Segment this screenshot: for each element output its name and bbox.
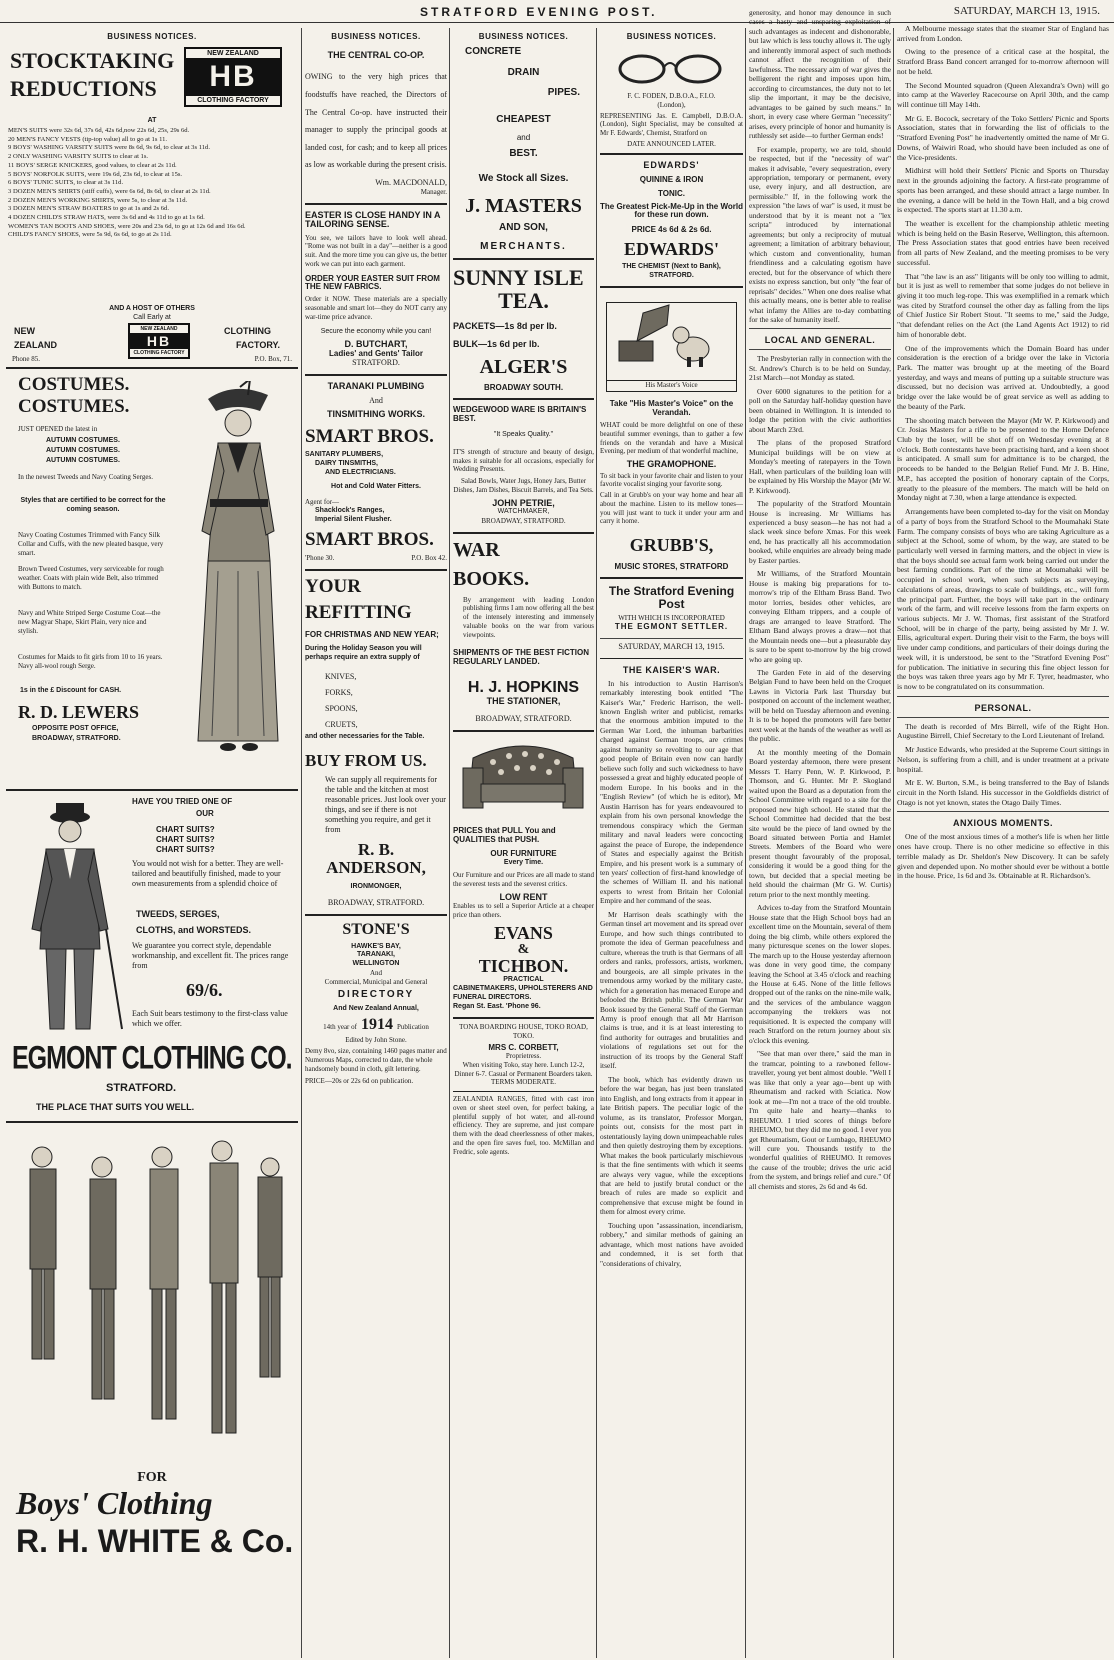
ad-headline: TONA BOARDING HOUSE, TOKO ROAD, TOKO.	[459, 1023, 588, 1041]
article-paragraph: Midhirst will hold their Settlers' Picnic and Sports on Thursday next in the grounds adjoining the factory. A first-rate programme of sports has been arranged, and these should attract a large number. In the evening, a dance will be held in the Town Hall, and a big crowd is expected. The sports start at 11.30 a.m.	[897, 166, 1109, 215]
masthead	[0, 0, 1114, 23]
list-item: CHILD'S FANCY SHOES, were 5s 9d, 6s 6d, to go at 2s 11d.	[8, 231, 172, 239]
ad-headline: TINSMITHING WORKS.	[327, 408, 425, 419]
masters-ad	[453, 47, 594, 260]
stocktaking-ad	[6, 47, 298, 369]
ad-headline: WAR	[453, 538, 500, 561]
newspaper-masthead	[600, 579, 743, 658]
article-paragraph: The Garden Fete in aid of the deserving Belgian Fund to have been held on the Croquet Lawns in Victoria Park last Thursday but postponed on account of the inclement weather, will be held on Tuesday afternoon and evening. It is to be hoped the promoters will fare better next week at the hands of the weather as well as the public.	[749, 668, 891, 744]
column-6	[897, 24, 1109, 1658]
list-item: CRUETS,	[325, 719, 358, 729]
article-paragraph: Advices to-day from the Stratford Mountain House state that the High School boys had an excellent time on the Mountain, several of them doing the big climb, while others explored the many picturesque scenes on the lower slopes. The march up to the House yesterday afternoon was done in very good time, the company leaving the School at 3.45 o'clock and reaching the House at 6.45. None of the little fellows dropped out of the ranks on the nine-mile walk, and the services of the ambulance waggon accompanying the trekkers was not requisitioned. It is expected the company will reach Stratford on the return journey about six o'clock this evening.	[749, 903, 891, 1045]
ad-text: Each Suit bears testimony to the first-class value which we offer.	[132, 1009, 288, 1028]
ad-text: SANITARY PLUMBERS,	[305, 451, 384, 459]
article-body	[749, 354, 891, 1191]
ad-text: You see, we tailors have to look well ahead. "Rome was not built in a day"—neither is a good suit. And the more time you can give us, the better work we can put into each garment.	[305, 233, 447, 268]
column-2	[305, 28, 447, 1658]
ad-headline: WEDGEWOOD WARE IS BRITAIN'S BEST.	[453, 405, 587, 423]
article-paragraph: Mr Harrison deals scathingly with the German tinsel art movement and its spread over Europe, and how such things contributed to promote the idea of German peacefulness and culture, whereas the truth is that Germans of all orders and ranks, professors, artists, workmen, and bourgeois, are all simple privates in the tremendous army worked by the military caste, which for a generation has menaced Europe and befooled the British public. The German War Book issued by the General Staff of the German Army is proof enough that all Mr Harrison claims is true, and it is at least interesting to find authority for outrages and brutalities and violations of regulations set out for the instruction of its troops by the General Staff itself.	[600, 909, 743, 1071]
ad-headline: QUININE & IRON	[639, 174, 704, 184]
ad-footer: NEW	[14, 326, 35, 336]
ad-sign: Wm. MACDONALD,	[375, 178, 447, 187]
ad-list	[305, 669, 447, 733]
ad-text: We can supply all requirements for the table and the kitchen at most reasonable prices. Just look over your things, and see if there is not something you require, and get it from	[325, 775, 446, 835]
list-item: 2 DOZEN MEN'S WORKING SHIRTS, were 5s, to clear at 3s 11d.	[8, 196, 188, 204]
column-rule	[301, 28, 302, 1658]
article-paragraph: The plans of the proposed Stratford Municipal buildings will be on view at Monday's meeting of ratepayers in the Town Hall, when particulars of the building loan will be explained by His Worship the Mayor (Mr W. P. Kirkwood).	[749, 438, 891, 495]
ad-text: CABINETMAKERS, UPHOLSTERERS AND FUNERAL DIRECTORS.	[453, 985, 593, 1001]
article-paragraph: Touching upon "assassination, incendiarism, robbery," and similar methods of gaining an advantage, which most nations have avoided and condemned, it is set forth that "considerations of chivalry,	[600, 1220, 743, 1268]
petrie-ad	[453, 400, 594, 533]
list-item: 2 ONLY WASHING VARSITY SUITS to clear at 1s.	[8, 153, 149, 161]
edwards-ad	[600, 155, 743, 289]
ad-text: THE GRAMOPHONE.	[626, 459, 717, 470]
column-4	[600, 28, 743, 1658]
ad-text: (London),	[657, 100, 686, 109]
ad-headline: ORDER YOUR EASTER SUIT FROM THE NEW FABRICS.	[305, 273, 440, 292]
ad-text: WHAT could be more delightful on one of these beautiful summer evenings, than to gather a few friends on the verandah and have a Musical Evening, per medium of that wonderful machine,	[600, 421, 743, 456]
ad-headline: THE CENTRAL CO-OP.	[327, 50, 425, 60]
article-paragraph: Arrangements have been completed to-day for the visit on Monday of a party of boys from the Stratford School to the Moumahaki State Farm. The company consists of boys who are taking Agriculture as a subject at the School, some of whom, by the way, are stated to be particularly well versed in farming matters, and the object in view is that the boys should see actual farm work being carried out under the best farming conditions. Part of the time at Moumahaki will be occupied in school work, when such subjects as surveying, calculations of areas, drawings to scale of buildings, etc., will form the principal part. Further, the boys will take part in the ordinary work of the farm, and will receive lessons from the farm experts on various subjects. Mr J. W. Thomas, first assistant of the Stratford School, will be in charge of the party, being assisted by Mr J. W. Ellis, agricultural expert. During their visit to the Farm, the boys will live under camp conditions, and particulars of their doings during the week will, it is understood, be sent to the "Stratford Evening Post" for publication. The initiative in securing this fine object lesson for the boys was taken three years ago by Mr F. Tyrer, headmaster, who is now to be congratulated on its consummation.	[897, 507, 1109, 691]
ad-text: Order it NOW. These materials are a specially seasonable and smart lot—they do NOT carry any war-time price advance.	[305, 295, 447, 321]
article-paragraph: Mr Williams, of the Stratford Mountain House is making big preparations for to-morrow's trip of the Eltham Brass Band. Two motor lorries, besides other vehicles, are conveying Eltham trippers, and a couple of drags are arranged to leave Stratford. The Eltham Band always proves a draw—not that the Mountain needs one—but a pleasurable day is sure to be spent to-morrow by the big crowd who are going up.	[749, 569, 891, 664]
ad-headline: EDWARDS'	[643, 159, 700, 170]
ad-call: Call Early at	[133, 314, 171, 321]
evans-tichbon-ad	[453, 732, 594, 1019]
ad-footer: FACTORY.	[236, 340, 281, 350]
woman-costume-illustration	[178, 381, 290, 781]
article-paragraph: The shooting match between the Mayor (Mr W. P. Kirkwood) and Cr. Josias Masters for a rifle to be presented to the Home Defence Club by the loser, will be shot off on Wednesday evening at 8 o'clock. Both contestants have been practising hard, and a keen shoot is anticipated. A small sum for admittance is to be charged, the proceeds to be handed to the Belgian Relief Fund. Mr J. B. Hine, M.P., has accepted the position of honorary captain of the Corps, greatly to the pleasure of the members. The match will be held on Monday night at 7.30, when a large attendance is expected.	[897, 415, 1109, 503]
article-heading: THE KAISER'S WAR.	[622, 664, 721, 675]
ad-text: 1s in the £ Discount for CASH.	[20, 687, 122, 694]
ad-text: Imperial Silent Flusher.	[315, 515, 392, 523]
ad-text: REPRESENTING Jas. E. Campbell, D.B.O.A. (London), Sight Specialist, may be consulted at Mr F. Edwards', Chemist, Stratford on	[600, 111, 743, 137]
article-paragraph: "See that man over there," said the man in the tramcar, pointing to a rawboned fellow-traveller, young yet bent almost double. "Well I was like that only a year ago—bent up with Rheumatism and racked with Sciatica. Now look at me—I'm not a trace of the old trouble. I'm quite hale and hearty—thanks to RHEUMO. I tried scores of things before RHEUMO, but they did me no good. I ever you get Rheumatism, Gout or Lumbago, RHEUMO will cure you. Thousands testify to the wonderful qualities of RHEUMO. It removes the cause of the trouble; drives the uric acid from the system, and brings relief and cure." Of all chemists and stores, 2s 6d and 4s 6d.	[749, 1049, 891, 1191]
ad-text: Edited by John Stone.	[345, 1035, 407, 1044]
ad-text: Agent for—	[305, 498, 340, 507]
ad-text: CHART SUITS?	[156, 835, 215, 844]
ad-phone: Phone 85.	[12, 355, 40, 363]
ad-text: AND SON,	[499, 222, 548, 233]
list-item: WOMEN'S TAN BOOTS AND SHOES, were 20s and 23s 6d, to go at 12s 6d and 16s 6d.	[8, 222, 246, 230]
ad-text: Brown Tweed Costumes, very serviceable for rough weather. Coats with plain wide Belt, also trimmed with Buttons to match.	[18, 565, 164, 591]
ad-text: Hot and Cold Water Fitters.	[331, 483, 421, 491]
article-body	[897, 722, 1109, 808]
ad-text: THE STATIONER,	[486, 696, 561, 706]
ad-text: IT'S strength of structure and beauty of design, makes it suitable for all occasions, especially for Wedding Presents.	[453, 447, 594, 474]
article-paragraph: Mr E. W. Burton, S.M., is being transferred to the Bay of Islands circuit in the North Island. His successor in the Goldfields district of Otago is not yet known, states the Otago Daily Times.	[897, 778, 1109, 807]
ad-text: DIRECTORY	[337, 989, 415, 1001]
ad-text: THE CHEMIST (Next to Bank), STRATFORD.	[622, 262, 721, 279]
corbett-ad	[453, 1019, 594, 1092]
ad-text: PIPES.	[547, 87, 580, 98]
article-paragraph: The Second Mounted squadron (Queen Alexandra's Own) will go into camp at the Waverley Racecourse on April 30th, and the camp will continue till May 14th.	[897, 80, 1109, 110]
ad-host: AND A HOST OF OTHERS	[109, 305, 195, 312]
column-3	[453, 28, 594, 1658]
ad-name: SMART BROS.	[305, 529, 434, 551]
ad-name: EGMONT CLOTHING CO.	[12, 1039, 292, 1077]
ad-headline: EASTER IS CLOSE HANDY IN A TAILORING SENSE.	[305, 209, 441, 230]
hb-logo-small	[128, 323, 190, 359]
ad-text: "It Speaks Quality."	[493, 431, 554, 439]
ad-footer: CLOTHING	[224, 326, 271, 336]
ad-name: F. C. FODEN, D.B.O.A., F.I.O.	[627, 92, 716, 100]
ad-text: Styles that are certified to be correct for the coming season.	[20, 497, 166, 513]
ad-phone: 'Phone 30.	[305, 554, 335, 563]
ad-text: CHART SUITS?	[156, 845, 215, 854]
logo-text: HB	[209, 60, 257, 93]
column-rule	[596, 28, 597, 1658]
ad-name: STONE'S	[342, 920, 410, 938]
ad-text: DAIRY TINSMITHS,	[315, 459, 379, 467]
ad-text: Navy Coating Costumes Trimmed with Fancy Silk Collar and Cuffs, with the new pleated basque, very smart.	[18, 531, 164, 557]
ad-headline: BUY FROM US.	[305, 750, 427, 770]
ad-text: PRACTICAL	[503, 976, 544, 984]
anderson-ad	[305, 571, 447, 916]
list-item: 3 DOZEN MEN'S STRAW BOATERS to go at 1s and 2s 6d.	[8, 205, 169, 213]
article-paragraph: Mr G. E. Bocock, secretary of the Toko Settlers' Picnic and Sports Association, states that in forwarding the list of officials to the "Stratford Evening Post" he inadvertently omitted the name of Mr G. Downs, of Waiwiri Road, who should have been included as one of the Vice-presidents.	[897, 113, 1109, 162]
ad-text: In the newest Tweeds and Navy Coating Serges.	[18, 473, 153, 481]
ad-text: DATE ANNOUNCED LATER.	[627, 139, 716, 148]
ad-text: Our Furniture and our Prices are all made to stand the severest tests and the severest critics.	[453, 871, 594, 889]
column-rule	[893, 28, 894, 1658]
ad-headline: SUNNY ISLE	[453, 265, 584, 290]
list-item: 4 DOZEN CHILD'S STRAW HATS, were 3s 6d and 4s 11d to go at 1s 6d.	[8, 214, 205, 222]
section-heading: BUSINESS NOTICES.	[331, 32, 421, 41]
ad-text: SHIPMENTS OF THE BEST FICTION REGULARLY LANDED.	[453, 648, 590, 666]
ad-name: J. MASTERS	[465, 195, 582, 217]
ad-name: &	[517, 941, 530, 957]
ad-headline: STOCKTAKING	[10, 48, 175, 73]
logo-text: CLOTHING FACTORY	[130, 349, 188, 357]
ad-text: Ladies' and Gents' Tailor	[329, 348, 423, 358]
ad-text: CHEAPEST	[496, 113, 551, 125]
ad-text: And	[369, 395, 383, 405]
ad-text: Salad Bowls, Water Jugs, Honey Jars, Butter Dishes, Jam Dishes, Biscuit Barrels, and Tea Sets.	[453, 477, 594, 494]
ad-at: AT	[147, 117, 157, 124]
ad-text: BROADWAY, STRATFORD.	[327, 897, 425, 907]
ad-text: HAVE YOU TRIED ONE OF	[132, 797, 233, 806]
section-heading: BUSINESS NOTICES.	[478, 32, 569, 41]
ad-text: CHART SUITS?	[156, 825, 215, 834]
ad-text: CONCRETE	[465, 46, 522, 57]
ad-text: BROADWAY, STRATFORD.	[475, 714, 572, 724]
list-item: KNIVES,	[325, 671, 357, 681]
ad-text: FOR	[137, 1470, 167, 1485]
divider	[749, 328, 891, 329]
article-body	[897, 832, 1109, 881]
ad-text: 1914	[360, 1015, 393, 1033]
grubbs-ad	[600, 288, 743, 579]
ad-text: BULK—1s 6d per lb.	[453, 338, 540, 349]
boys-clothing-ad	[6, 1123, 298, 1643]
column-1	[6, 28, 298, 1658]
article-paragraph: generosity, and honor may denounce in such cases a hasty and unsparing exploitation of such advantages as indecent and dishonorable, but law which is less touchy allows it. The ugly and inherently immoral aspect of such methods cannot affect the recognition of their lawfulness. The necessary aim of war gives the belligerent the right and imposes upon him, according to circumstances, the duty not to let slip the important, it may be the decisive, advantages to be gained by such means." In short, in every case where German "necessity" arises, every principle of honor and humanity is ruthlessly set aside—to further German ends!	[749, 8, 891, 141]
ad-headline: BOOKS.	[453, 567, 530, 590]
list-item: MEN'S SUITS were 32s 6d, 37s 6d, 42s 6d,now 22s 6d, 25s, 29s 6d.	[8, 127, 190, 134]
ad-name: SMART BROS.	[305, 426, 434, 448]
ad-name: GRUBB'S,	[629, 535, 714, 555]
list-item: 6 BOYS' TUNIC SUITS, to clear at 3s 11d.	[8, 179, 124, 187]
ad-text: PACKETS—1s 8d per lb.	[453, 321, 557, 332]
article-heading: PERSONAL.	[974, 702, 1032, 713]
ad-sign: Manager.	[420, 188, 447, 196]
ad-name: ALGER'S	[479, 356, 568, 379]
ad-price: 69/6.	[186, 980, 223, 1000]
armchair-illustration	[453, 738, 593, 818]
section-heading: BUSINESS NOTICES.	[107, 32, 197, 41]
ad-headline: TEA.	[498, 288, 549, 314]
ad-name: ANDERSON,	[326, 858, 426, 878]
ad-text: AUTUMN COSTUMES.	[46, 457, 120, 464]
column-rule	[745, 28, 746, 1658]
ad-contact	[305, 554, 447, 563]
list-item: 20 MEN'S FANCY VESTS (tip-top value) all to go at 1s 11.	[8, 135, 168, 143]
article-paragraph: Mr Justice Edwards, who presided at the Supreme Court sittings in Nelson, is suffering from a chill, and is under treatment at a private hospital.	[897, 745, 1109, 774]
masthead-title: STRATFORD EVENING POST.	[420, 5, 658, 19]
ad-text: Every Time.	[503, 858, 544, 866]
masthead-date: SATURDAY, MARCH 13, 1915.	[953, 5, 1100, 17]
man-suit-illustration	[10, 799, 130, 1039]
ad-name: TICHBON.	[478, 956, 569, 977]
ad-headline: REDUCTIONS	[10, 76, 157, 101]
ad-name: JOHN PETRIE,	[492, 497, 555, 508]
column-5	[749, 8, 891, 1658]
ad-text: OUR FURNITURE	[490, 849, 557, 859]
ad-text: STRATFORD.	[106, 1082, 177, 1094]
ad-headline: Boys' Clothing	[16, 1485, 213, 1521]
paper-subtitle: THE EGMONT SETTLER.	[614, 622, 729, 632]
ad-text: OUR	[196, 809, 214, 818]
ad-name: R. D. LEWERS	[18, 702, 140, 722]
ad-text: The Greatest Pick-Me-Up in the World for these run down.	[600, 201, 743, 220]
list-item: SPOONS,	[325, 703, 358, 713]
ad-text: LOW RENT	[499, 891, 548, 902]
ad-text: Proprietress.	[505, 1052, 542, 1061]
ad-text: And	[369, 968, 383, 977]
ad-text: BROADWAY, STRATFORD.	[32, 735, 121, 742]
ad-headline: PRICES that PULL You and QUALITIES that PUSH.	[453, 826, 556, 844]
article-paragraph: A Melbourne message states that the steamer Star of England has arrived from London.	[897, 24, 1109, 43]
ad-name: R. B.	[357, 840, 395, 860]
stones-directory-ad	[305, 916, 447, 1092]
paper-title: The Stratford Evening Post	[608, 584, 735, 611]
central-coop-ad	[305, 51, 447, 205]
hmv-logo	[606, 302, 737, 392]
ad-items	[8, 127, 294, 240]
ad-text: Demy 8vo, size, containing 1460 pages matter and Numerous Maps, corrected to date, the whole handsomely bound in cloth, gilt lettering.	[305, 1047, 447, 1073]
list-item: 3 DOZEN MEN'S SHIRTS (stiff cuffs), were 6s 6d, 8s 6d, to clear at 2s 11d.	[8, 187, 211, 195]
ad-text: Shacklock's Ranges,	[315, 506, 385, 514]
ad-name: EDWARDS'	[623, 238, 720, 259]
gramophone-dog-illustration	[607, 303, 735, 373]
ad-text: TERMS MODERATE.	[491, 1078, 556, 1087]
ad-text: CLOTHS, and WORSTEDS.	[136, 925, 252, 935]
ad-text: Secure the economy while you can!	[320, 327, 432, 335]
ad-text: OWING to the very high prices that foodstuffs have reached, the Directors of The Central Co-op. have instructed their manager to supply the principal goods at landed cost, for cash; and to keep all prices as low as workable during the present crisis.	[305, 72, 447, 170]
ad-text: We Stock all Sizes.	[478, 172, 569, 184]
article-paragraph: For example, property, we are told, should be respected, but if the "necessity of war" makes it advisable, "every sequestration, every appropriation, temporary or permanent, every use, every injury, and all destruction, are permissible." If, in the following work the expression "the laws of war" is used, it must be understood that by it is meant not a "lex scripta" introduced by international agreements; but only a reciprocity of mutual agreement; a limitation of arbitrary behaviour, which custom and conventionality, human friendliness and a calculating egotism have erected, but for the observance of which there exists no express sanction, but only "the fear of reprisals" decides." When one does realise what this actually means, one is better able to realise what infamy the Allies are to-day combatting for the sake of humanity itself.	[749, 144, 891, 324]
ad-text: 14th year of	[323, 1022, 357, 1031]
ad-text: PRICE—20s or 22s 6d on publication.	[305, 1076, 414, 1085]
ad-headline: TONIC.	[658, 189, 685, 199]
ad-name: H. J. HOPKINS	[467, 679, 580, 697]
ad-name: R. H. WHITE & Co.	[16, 1523, 294, 1559]
list-item: 11 BOYS' SERGE KNICKERS, good values, to clear at 2s 11d.	[8, 161, 177, 169]
article-body	[600, 679, 743, 1269]
ad-text: TARANAKI,	[357, 951, 395, 959]
article-paragraph: The book, which has evidently drawn us before the war began, has just been translated into English, and long extracts from it appear in late British papers. The peculiar logic of the volume, as its translator, Professor Morgan, points out, consists for the most part in ostentatiously laying down unimpeachable rules and then quietly destroying them by exceptions. What makes the book particularly mischievous is that the fine sentiments with which it seems are always very vague, while the exceptions that are held to justify brutal conduct or the breach of rules are made so explicit and comprehensive that excuse might be found in them for almost every crime.	[600, 1074, 743, 1217]
ad-text: WATCHMAKER,	[497, 508, 550, 516]
ad-box: P.O. Box 42.	[411, 554, 447, 563]
zealandia-ad: ZEALANDIA RANGES, fitted with cast iron oven or sheet steel oven, for perfect baking, a plentiful supply of hot water, and all-round efficiency. They are supreme, and just compare them with the dead cheerlessness of other makes, and the open fire saves fuel, too. McMillan and Fredric, sole agents.	[453, 1095, 594, 1156]
ad-text: And New Zealand Annual,	[333, 1004, 419, 1012]
hmv-caption: His Master's Voice	[607, 380, 736, 390]
foden-ad	[600, 47, 743, 155]
article-paragraph: One of the improvements which the Domain Board has under consideration is the erection of a bridge over the lake in Victoria Park. The matter was brought up at the meeting of the Board yesterday, and ways and means of putting up a suitable structure was discussed, but no decision was arrived at. Undoubtedly, a good bridge over the lake would be of great service as well as adding to the beauty of the Park.	[897, 343, 1109, 411]
ad-name: MRS C. CORBETT,	[488, 1042, 559, 1052]
ad-text: STRATFORD.	[352, 358, 400, 368]
column-rule	[449, 28, 450, 1658]
article-paragraph: The popularity of the Stratford Mountain House is increasing. Mr Williams has experienced a busy season—he has not had a slack week since before Xmas. For this week end, he has practically all his accommodation booked, while enquiries are already being made by Easter parties.	[749, 499, 891, 565]
ad-text: AUTUMN COSTUMES.	[46, 437, 120, 444]
logo-text: NEW ZEALAND	[186, 49, 280, 58]
ad-text: FOR CHRISTMAS AND NEW YEAR;	[305, 629, 439, 639]
article-paragraph: The weather is excellent for the championship athletic meeting which is being held on the Basin Reserve, Wellington, this afternoon. The Press Association states that good entries have been received from all parts of New Zealand, and the meeting promises to be very successful.	[897, 218, 1109, 267]
divider	[749, 349, 891, 350]
ad-text: We guarantee you correct style, dependable workmanship, and excellent fit. The prices range from	[132, 941, 289, 970]
ad-text: By arrangement with leading London publishing firms I am now offering all the best of the intensely interesting and immensely valuable books on the war from various viewpoints.	[463, 595, 594, 639]
ad-text: PRICE 4s 6d & 2s 6d.	[631, 224, 712, 234]
ad-text: Regan St. East. 'Phone 96.	[453, 1002, 541, 1010]
ad-text: AUTUMN COSTUMES.	[46, 447, 120, 454]
ad-text: BEST.	[509, 148, 538, 159]
ad-box: P.O. Box, 71.	[254, 355, 292, 363]
article-paragraph: Over 6000 signatures to the petition for a poll on the Saturday half-holiday question have been obtained in Wellington. It is intended to lodge the petition with the civic authorities about March 23rd.	[749, 386, 891, 434]
divider	[897, 696, 1109, 697]
article-paragraph: One of the most anxious times of a mother's life is when her little ones have croup. There is no other medicine so effective in this terrible malady as Dr. Sheldon's New Discovery. It can be safely given and depended upon. No mother should ever be without a bottle in the house. Price, 1s 6d and 3s. Obtainable at R. Richardson's.	[897, 832, 1109, 881]
divider	[897, 717, 1109, 718]
ad-text: WELLINGTON	[352, 960, 400, 968]
ad-text: HAWKE'S BAY,	[351, 942, 401, 950]
article-heading: ANXIOUS MOMENTS.	[952, 818, 1053, 829]
article-paragraph: Owing to the presence of a critical case at the hospital, the Stratford Brass Band concert arranged for to-morrow afternoon will not be held.	[897, 47, 1109, 76]
ad-text: TWEEDS, SERGES,	[136, 909, 220, 919]
paper-date: SATURDAY, MARCH 13, 1915.	[600, 638, 743, 652]
ad-headline: YOUR	[305, 575, 361, 597]
ad-name: D. BUTCHART,	[344, 339, 408, 350]
logo-text: CLOTHING FACTORY	[186, 96, 280, 105]
hopkins-ad	[453, 534, 594, 733]
ad-text: MERCHANTS.	[480, 240, 567, 252]
ad-text: and	[516, 133, 531, 142]
article-body	[897, 24, 1109, 692]
ad-name: EVANS	[494, 922, 553, 943]
ad-text: During the Holiday Season you will perhaps require an extra supply of	[305, 645, 422, 661]
ad-text: DRAIN	[507, 66, 540, 78]
ad-text: Commercial, Municipal and General	[324, 977, 428, 986]
ad-text: Publication	[396, 1022, 429, 1031]
ad-text: Enables us to sell a Superior Article at a cheaper price than others.	[453, 902, 594, 920]
ad-year	[305, 1016, 447, 1034]
spectacles-icon	[600, 47, 740, 87]
ad-headline: COSTUMES.	[18, 374, 130, 395]
section-heading: BUSINESS NOTICES.	[626, 32, 717, 41]
ad-text: Navy and White Striped Serge Costume Coat—the new Magyar Shape, Skirt Plain, very nice and stylish.	[18, 609, 161, 635]
ad-text: and other necessaries for the Table.	[305, 732, 425, 740]
paper-subtitle: WITH WHICH IS INCORPORATED	[618, 614, 725, 623]
article-paragraph: The Presbyterian rally in connection with the St. Andrew's Church is to be held on Sunday, 21st March—not Monday as stated.	[749, 354, 891, 383]
algers-ad	[453, 260, 594, 400]
article-paragraph: That "the law is an ass" litigants will be only too willing to admit, but it is just as well to remember that some judges do not believe in giving it too much leg-rope. This was exemplified in a remark which was cited by Stratford counsel the other day as falling from the lips of Chief Justice Sir Robert Stout. "It seems to me," said the Judge, "that defendant relies on the Act (the Land Agents Act 1912) to rid him of honorable debt.	[897, 271, 1109, 339]
ad-headline: COSTUMES.	[18, 396, 130, 417]
ad-headline: REFITTING	[305, 601, 412, 623]
ad-text: JUST OPENED the latest in	[18, 425, 98, 433]
list-item: FORKS,	[325, 687, 353, 697]
butchart-ad	[305, 205, 447, 376]
ad-footer: ZEALAND	[14, 340, 57, 350]
ad-text: When visiting Toko, stay here. Lunch 12-2, Dinner 6-7. Casual or Permanent Boarders taken.	[454, 1060, 593, 1078]
ad-slogan: THE PLACE THAT SUITS YOU WELL.	[36, 1102, 195, 1112]
egmont-ad	[6, 791, 298, 1123]
article-paragraph: In his introduction to Austin Harrison's remarkably interesting book entitled "The Kaiser's War," Frederic Harrison, the well-known English writer and publicist, remarks that the enormous ambition imputed to the German War Lord, the inhuman barbarities charged against German troops, are crimes against humanity so revolting to our age that good people of Britain even now can hardly believe such folly and such wickedness to have possessed a great and highly educated people of modern Europe. In his books and in the "English Review" (of which he is editor), Mr Austin Harrison has for years endeavoured to explain from his own personal knowledge the tremendous conspiracy which the German military and naval leaders were concocting against the peace of Europe, the independence of States and especially against the British Empire, and his present work is a summary of ten years' collection of first-hand knowledge of the schemes of William II. and his national experts to wrest from Britain her Colonial Empire and her command of the seas.	[600, 678, 743, 906]
hb-logo	[184, 47, 282, 107]
ad-text: BROADWAY SOUTH.	[483, 383, 564, 393]
ad-text: MUSIC STORES, STRATFORD	[614, 561, 729, 571]
logo-text: NEW ZEALAND	[130, 325, 188, 333]
divider	[897, 811, 1109, 812]
ad-headline: Take "His Master's Voice" on the Verandah.	[609, 399, 734, 417]
smart-bros-ad	[305, 376, 447, 571]
article-body	[749, 8, 891, 324]
article-paragraph: The death is recorded of Mrs Birrell, wife of the Right Hon. Augustine Birrell, Chief Secretary to the Lord Lieutenant of Ireland.	[897, 721, 1109, 741]
ad-text: To sit back in your favorite chair and listen to your favorite vocalist singing your favorite song.	[600, 471, 743, 489]
article-paragraph: At the monthly meeting of the Domain Board yesterday afternoon, there were present Messrs T. Harry Penn, W. P. Kirkwood, P. Thomson, and G. Hunter. Mr P. Skogland waited upon the Board as a deputation from the School Committee with regard to a site for the proposed new high school. He stated that the School Committee had decided that the best site would be the piece of land owned by the Board situated between Portia and Hamlet Streets. Members of the Board who were present thought favourably of the proposal, considering it would be a good thing for the town, but decided that a special meeting be held should the chairman (Mr G. W. Curtis) return prior to the next monthly meeting.	[749, 747, 891, 899]
logo-text: HB	[146, 333, 172, 349]
ad-text: Call in at Grubb's on your way home and hear all about the machine. Listen to its mellow tones—you will just want to tuck it under your arm and carry it home.	[600, 491, 743, 526]
list-item: 9 BOYS' WASHING VARSITY SUITS were 8s 6d, 9s 6d, to clear at 3s 11d.	[8, 144, 210, 152]
costumes-ad	[6, 369, 298, 791]
ad-text: BROADWAY, STRATFORD.	[481, 516, 566, 525]
ad-headline: TARANAKI PLUMBING	[327, 381, 425, 392]
ad-text: You would not wish for a better. They are well-tailored and beautifully finished, made to your own measurements from a splendid choice of	[132, 859, 284, 888]
ad-text: IRONMONGER,	[350, 883, 402, 891]
article-heading: LOCAL AND GENERAL.	[764, 335, 876, 346]
list-item: 5 BOYS' NORFOLK SUITS, were 19s 6d, 23s 6d, to clear at 15s.	[8, 170, 183, 178]
ad-text: AND ELECTRICIANS.	[325, 468, 396, 476]
ad-text: Costumes for Maids to fit girls from 10 to 16 years. Navy all-wool rough Serge.	[18, 653, 163, 670]
ad-text: OPPOSITE POST OFFICE,	[32, 725, 119, 732]
boys-illustration	[12, 1127, 292, 1467]
